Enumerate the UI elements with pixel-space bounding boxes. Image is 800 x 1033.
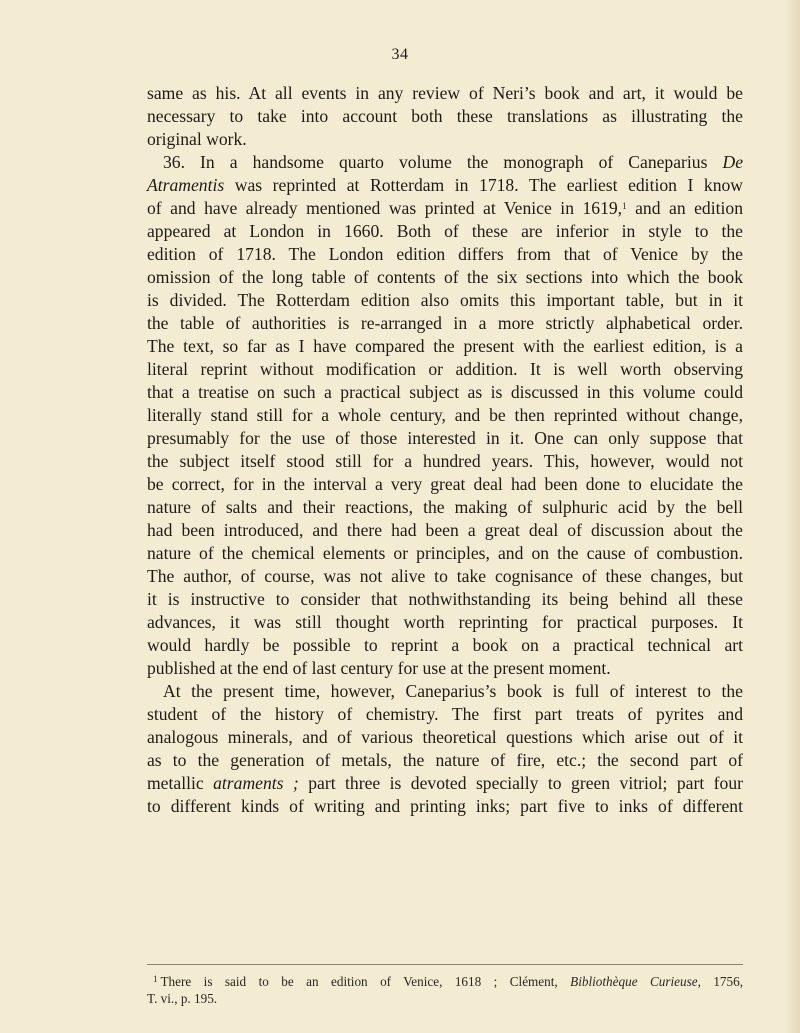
text-line: be correct, for in the interval a very great deal had been done to elucidate the	[147, 474, 743, 494]
text-line: omission of the long table of contents of the six sections into which the book	[147, 267, 743, 287]
text-line: The author, of course, was not alive to take cognisance of these changes, but	[147, 566, 743, 586]
text-segment: part three is devoted specially to green vitriol; part four	[298, 773, 743, 793]
footnote-number: 1	[153, 974, 158, 984]
footnote-line-2: T. vi., p. 195.	[147, 991, 218, 1006]
text-line	[147, 174, 743, 197]
footnote-line-1	[147, 970, 743, 989]
text-line: The text, so far as I have compared the present with the earliest edition, is a	[147, 336, 743, 356]
text-line: presumably for the use of those interested in it. One can only suppose that	[147, 428, 743, 448]
text-line: to different kinds of writing and printing inks; part five to inks of different	[147, 796, 743, 816]
text-line: At the present time, however, Caneparius’s book is full of interest to the	[163, 681, 743, 701]
text-line: published at the end of last century for use at the present moment.	[147, 658, 611, 678]
text-line: student of the history of chemistry. The first part treats of pyrites and	[147, 704, 743, 724]
text-line: edition of 1718. The London edition differs from that of Venice by the	[147, 244, 743, 264]
text-segment: was reprinted at Rotterdam in 1718. The earliest edition I know	[224, 175, 743, 195]
footnote-text-before: There is said to be an edition of Venice, 1618 ; Clément,	[160, 974, 571, 989]
footnote-text-after: 1756,	[700, 974, 743, 989]
footnote-italic-title: Bibliothèque Curieuse,	[570, 974, 701, 989]
text-line	[147, 151, 743, 174]
text-line: necessary to take into account both these translations as illustrating the	[147, 106, 743, 126]
text-segment: of and have already mentioned was printed at Venice in 1619,	[147, 198, 623, 218]
text-line: original work.	[147, 129, 247, 149]
footnote	[147, 970, 743, 1008]
text-line: literally stand still for a whole century, and be then reprinted without change,	[147, 405, 743, 425]
text-segment: metallic	[147, 773, 214, 793]
italic-title: Atramentis	[147, 175, 225, 195]
text-line: analogous minerals, and of various theoretical questions which arise out of it	[147, 727, 743, 747]
page-edge-shadow	[784, 0, 800, 1033]
text-line	[147, 197, 743, 220]
italic-title: atraments ;	[213, 773, 299, 793]
text-line: it is instructive to consider that nothwithstanding its being behind all these	[147, 589, 743, 609]
body-text	[147, 82, 743, 818]
text-line: the table of authorities is re-arranged in a more strictly alphabetical order.	[147, 313, 743, 333]
text-line: would hardly be possible to reprint a book on a practical technical art	[147, 635, 743, 655]
footnote-divider	[147, 964, 743, 965]
text-segment: 36. In a handsome quarto volume the monograph of Caneparius	[163, 152, 723, 172]
text-line: same as his. At all events in any review of Neri’s book and art, it would be	[147, 83, 743, 103]
text-line: nature of salts and their reactions, the making of sulphuric acid by the bell	[147, 497, 743, 517]
text-line: as to the generation of metals, the nature of fire, etc.; the second part of	[147, 750, 743, 770]
footnote-reference: 1	[622, 201, 627, 211]
text-line: literal reprint without modification or addition. It is well worth observing	[147, 359, 743, 379]
text-line: advances, it was still thought worth reprinting for practical purposes. It	[147, 612, 743, 632]
text-line: appeared at London in 1660. Both of these are inferior in style to the	[147, 221, 743, 241]
text-line: had been introduced, and there had been a great deal of discussion about the	[147, 520, 743, 540]
text-segment: and an edition	[626, 198, 743, 218]
text-line: the subject itself stood still for a hundred years. This, however, would not	[147, 451, 743, 471]
text-line: nature of the chemical elements or principles, and on the cause of combustion.	[147, 543, 743, 563]
text-line: is divided. The Rotterdam edition also omits this important table, but in it	[147, 290, 743, 310]
page-number: 34	[391, 46, 409, 63]
italic-title: De	[722, 152, 743, 172]
text-line: that a treatise on such a practical subject as is discussed in this volume could	[147, 382, 743, 402]
text-line	[147, 772, 743, 795]
